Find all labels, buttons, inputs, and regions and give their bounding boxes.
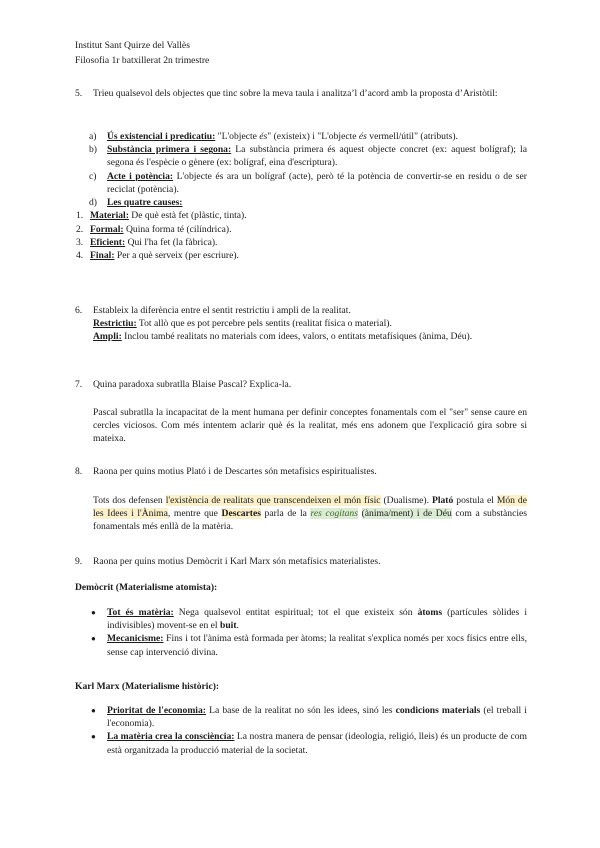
answer-text: Tots dos defensen (93, 495, 166, 506)
bullet-icon: ● (91, 706, 96, 715)
item-emphasis: és (358, 131, 367, 142)
question-number: 6. (75, 305, 83, 316)
heading-text: Karl Marx (Materialisme històric): (75, 681, 220, 692)
item-title: Eficient: (90, 236, 126, 248)
question-7 (75, 378, 527, 391)
list-marker: 1. (76, 210, 84, 222)
question-text: Trieu qualsevol dels objectes que tinc sobre la meva taula i analitza’l d’acord amb la proposta d’Aristòtil: (93, 88, 498, 99)
item-title: Mecanicisme: (107, 633, 164, 645)
question-number: 8. (75, 466, 83, 477)
item-text: . (236, 620, 239, 632)
list-item (75, 130, 527, 143)
question-number: 9. (75, 556, 83, 567)
answer-text: (Dualisme). (380, 495, 432, 506)
question-text: Raona per quins motius Plató i de Descartes són metafísics espiritualistes. (93, 466, 377, 477)
list-item (75, 632, 527, 658)
item-text: L'objecte és ara un bolígraf (acte), però té la potència de convertir-se en residu o de ser reciclat (potència). (107, 170, 527, 195)
answer-paragraph (93, 330, 527, 343)
answer-paragraph (93, 494, 527, 534)
list-marker: a) (89, 131, 97, 142)
item-title: Acte i potència: (107, 170, 174, 182)
question-text: Quina paradoxa subratlla Blaise Pascal? Explica-la. (93, 379, 292, 390)
item-text: Quina forma té (cilíndrica). (123, 223, 232, 235)
marx-list (75, 704, 527, 757)
item-title: Ampli: (93, 331, 122, 343)
bold-term: buit (219, 620, 237, 632)
item-emphasis: és (259, 131, 268, 142)
school-name: Institut Sant Quirze del Vallès (75, 40, 190, 51)
list-item (75, 223, 527, 236)
marx-section (75, 680, 527, 693)
item-title: Tot és matèria: (107, 607, 174, 618)
heading-text: Demòcrit (Materialisme atomista): (75, 582, 218, 593)
item-text: (el treball i l'economia). (107, 705, 527, 730)
document-header (75, 38, 535, 68)
item-text: (partícules sòlides i indivisibles) movent-se en el (107, 607, 527, 632)
bold-term: àtoms (417, 607, 443, 618)
list-item (75, 730, 527, 756)
highlighted-text: (ànima/ment) i de Déu (361, 508, 452, 520)
item-title: Ús existencial i predicatiu: (107, 131, 216, 142)
list-marker: b) (89, 144, 97, 156)
bold-term: Descartes (221, 508, 261, 520)
democritus-section (75, 581, 527, 594)
item-title: La matèria crea la consciència: (107, 731, 235, 743)
highlighted-text: Món de les Idees i l'Ànima (93, 495, 527, 520)
item-text: vermell/útil" (atributs). (366, 131, 458, 142)
course-name: Filosofia 1r batxillerat 2n trimestre (75, 55, 210, 66)
list-marker: d) (89, 197, 97, 209)
item-text: Nega qualsevol entitat espiritual; tot el que existeix són (173, 607, 418, 618)
question-8 (75, 465, 527, 478)
item-title: Material: (90, 210, 129, 222)
item-text: De què està fet (plàstic, tinta). (128, 210, 247, 222)
list-item (75, 143, 527, 169)
bullet-icon: ● (91, 634, 96, 644)
answer-text: , mentre que (167, 508, 222, 520)
answer-paragraph (93, 317, 527, 330)
question-9 (75, 555, 527, 568)
list-item (75, 209, 527, 222)
item-text: Tot allò que es pot percebre pels sentits (realitat física o material). (136, 318, 392, 330)
item-text: Fins i tot l'ànima està formada per àtoms; la realitat s'explica només per xocs físics entre ells, sense cap intervenció divina. (107, 633, 527, 658)
list-item (75, 196, 527, 209)
item-title: Restrictiu: (93, 318, 137, 330)
answer-text: postula el (453, 495, 497, 506)
item-title: Substància primera i segona: (107, 144, 232, 156)
item-text: Per a què serveix (per escriure). (114, 250, 239, 262)
list-item (75, 249, 527, 262)
bullet-icon: ● (91, 732, 96, 742)
list-item (75, 704, 527, 730)
item-title: Les quatre causes: (107, 197, 183, 209)
list-item (75, 170, 527, 196)
item-title: Final: (90, 250, 115, 262)
answer-text: parla de la (260, 508, 311, 520)
bold-term: Plató (431, 495, 454, 506)
item-text: Qui l'ha fet (la fàbrica). (125, 236, 218, 248)
answer-text: com a substàncies fonamentals més enllà de la matèria. (93, 508, 528, 533)
list-item (75, 606, 527, 632)
question-text: Estableix la diferència entre el sentit restrictiu i ampli de la realitat. (93, 305, 351, 316)
democritus-list (75, 606, 527, 659)
bullet-icon: ● (91, 608, 96, 617)
question-text: Raona per quins motius Demòcrit i Karl Marx són metafísics materialistes. (93, 556, 381, 567)
list-marker: 2. (76, 223, 84, 235)
list-marker: 3. (76, 236, 84, 248)
question-5 (75, 87, 527, 100)
q7-answer (75, 406, 527, 446)
item-text: La base de la realitat no són les idees, sinó les (205, 705, 396, 716)
section-heading (75, 680, 527, 693)
bold-term: condicions materials (395, 705, 481, 716)
item-title: Prioritat de l'economia: (107, 705, 206, 716)
highlighted-text: res cogitans (310, 508, 358, 520)
highlighted-text: l'existència de realitats que transcendeixen el món físic (165, 495, 381, 506)
question-number: 5. (75, 88, 83, 99)
item-text: La substància primera és aquest objecte concret (ex: aquest bolígraf); la segona és l'espècie o gènere (ex: bolígraf, eina d'escriptura). (107, 144, 527, 169)
question-number: 7. (75, 379, 83, 390)
section-heading (75, 581, 527, 594)
item-text: " (existeix) i "L'objecte (267, 131, 359, 142)
item-text: Inclou també realitats no materials com idees, valors, o entitats metafísiques (ànima, Déu). (121, 331, 473, 343)
item-text: "L'objecte (215, 131, 260, 142)
q5-answer (75, 130, 527, 262)
answer-paragraph: Pascal subratlla la incapacitat de la ment humana per definir conceptes fonamentals com el "ser" sense caure en cercles viciosos. Com més intentem aclarir què és la realitat, més ens adonem que l'explicació gira sobre si mateixa. (93, 407, 527, 445)
question-6 (75, 304, 527, 344)
item-title: Formal: (90, 223, 124, 235)
item-text: La nostra manera de pensar (ideologia, religió, lleis) és un producte de com està organitzada la producció material de la societat. (107, 731, 527, 756)
list-marker: 4. (76, 250, 84, 262)
q8-answer (75, 494, 527, 534)
list-item (75, 236, 527, 249)
list-marker: c) (89, 170, 97, 182)
